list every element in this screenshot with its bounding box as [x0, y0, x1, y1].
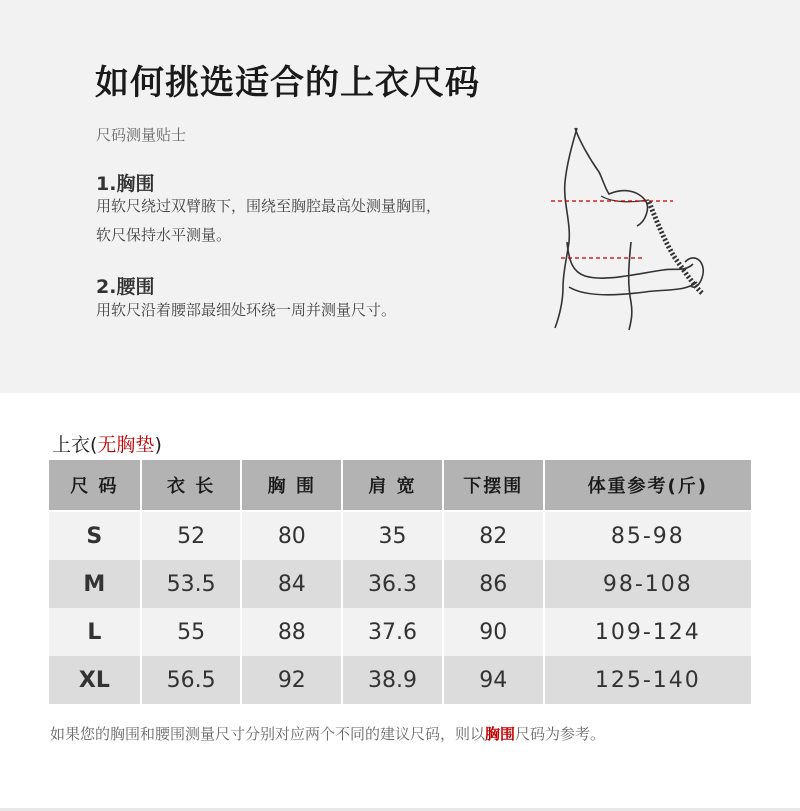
footnote-prefix: 如果您的胸围和腰围测量尺寸分别对应两个不同的建议尺码，则以: [50, 725, 486, 743]
tip-waist-text: [96, 296, 516, 325]
tip-waist-line-1: 用软尺沿着腰部最细处环绕一周并测量尺寸。: [96, 301, 397, 319]
tip-waist-heading: 2.腰围: [96, 276, 155, 298]
tip-chest-line-2: 软尺保持水平测量。: [96, 226, 232, 244]
cell-chest: 84: [242, 560, 341, 608]
measuring-figure-illustration: [545, 122, 715, 334]
footnote-suffix: 尺码为参考。: [515, 725, 606, 743]
table-row: [49, 560, 751, 608]
cell-length: 55: [142, 608, 241, 656]
header-chest: 胸 围: [242, 460, 341, 510]
cell-size: M: [49, 560, 140, 608]
table-caption: [52, 430, 162, 457]
table-header-row: [49, 460, 751, 510]
header-size: 尺 码: [49, 460, 140, 510]
cell-shoulder: 36.3: [343, 560, 442, 608]
cell-chest: 88: [242, 608, 341, 656]
cell-chest: 92: [242, 656, 341, 704]
cell-size: L: [49, 608, 140, 656]
header-weight: 体重参考(斤): [545, 460, 751, 510]
cell-hem: 82: [444, 512, 543, 560]
cell-length: 52: [142, 512, 241, 560]
cell-weight: 125-140: [545, 656, 751, 704]
guide-panel: [0, 0, 800, 393]
cell-shoulder: 35: [343, 512, 442, 560]
tip-chest-text: [96, 192, 516, 250]
header-hem: 下摆围: [444, 460, 543, 510]
cell-hem: 94: [444, 656, 543, 704]
tips-subtitle: 尺码测量贴士: [96, 126, 187, 144]
header-shoulder: 肩 宽: [343, 460, 442, 510]
cell-length: 53.5: [142, 560, 241, 608]
page-title: 如何挑选适合的上衣尺码: [95, 63, 480, 103]
footnote-highlight: 胸围: [485, 725, 516, 743]
cell-size: S: [49, 512, 140, 560]
cell-hem: 86: [444, 560, 543, 608]
tip-chest-heading: 1.胸围: [96, 173, 155, 195]
table-row: [49, 512, 751, 560]
cell-shoulder: 37.6: [343, 608, 442, 656]
cell-weight: 85-98: [545, 512, 751, 560]
caption-highlight: 无胸垫: [97, 434, 155, 456]
header-length: 衣 长: [142, 460, 241, 510]
cell-chest: 80: [242, 512, 341, 560]
size-table: [47, 460, 753, 704]
cell-shoulder: 38.9: [343, 656, 442, 704]
cell-weight: 109-124: [545, 608, 751, 656]
cell-hem: 90: [444, 608, 543, 656]
caption-prefix: 上衣(: [52, 434, 98, 456]
tip-chest-line-1: 用软尺绕过双臂腋下，围绕至胸腔最高处测量胸围，: [96, 197, 442, 215]
table-row: [49, 656, 751, 704]
footnote: [50, 723, 605, 744]
cell-length: 56.5: [142, 656, 241, 704]
caption-suffix: ): [154, 434, 162, 456]
cell-weight: 98-108: [545, 560, 751, 608]
table-row: [49, 608, 751, 656]
cell-size: XL: [49, 656, 140, 704]
